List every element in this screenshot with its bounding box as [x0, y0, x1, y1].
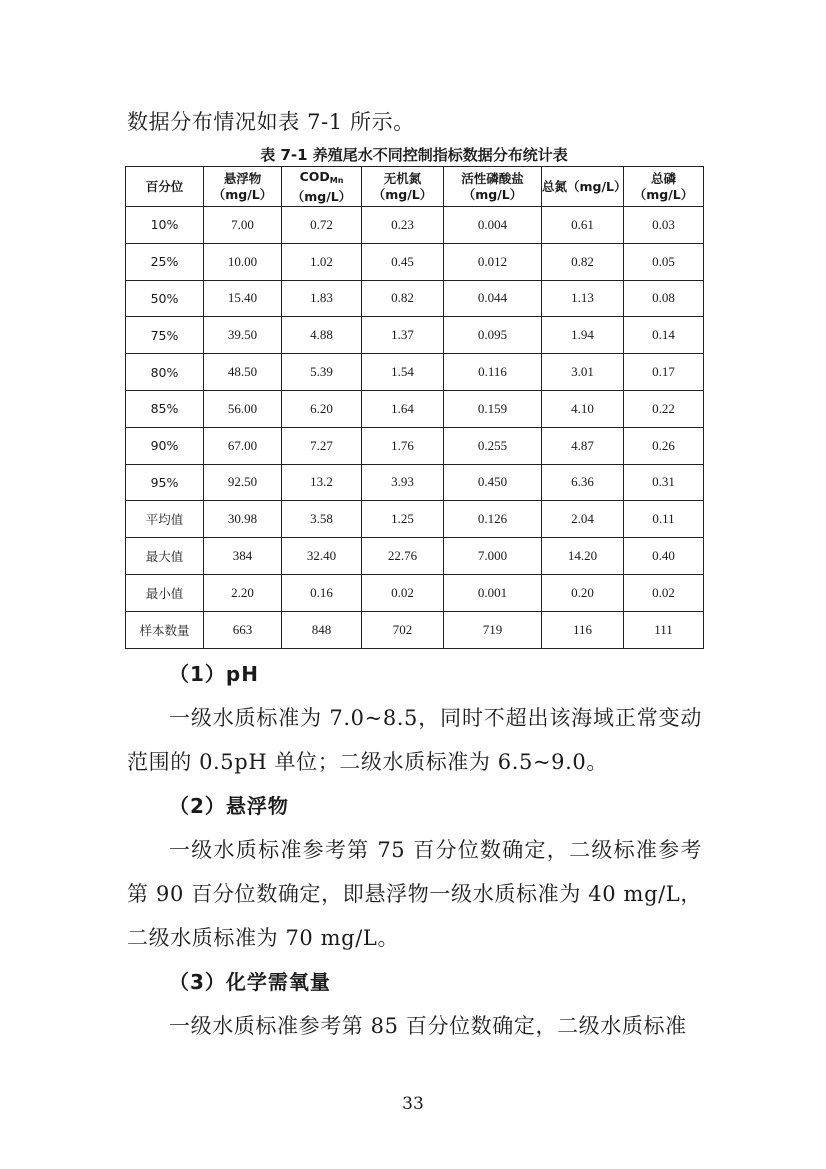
table-cell: 7.000: [444, 538, 542, 575]
statistics-table: [125, 166, 704, 649]
table-cell: 56.00: [204, 390, 282, 427]
table-cell: 4.88: [282, 317, 362, 354]
table-cell: 0.004: [444, 207, 542, 244]
table-cell: 0.03: [624, 207, 704, 244]
table-cell: 32.40: [282, 538, 362, 575]
table-cell: 7.00: [204, 207, 282, 244]
table-cell: 0.45: [362, 243, 444, 280]
section-text-suspended-solids: 一级水质标准参考第 75 百分位数确定，二级标准参考第 90 百分位数确定，即悬浮物一级水质标准为 40 mg/L，二级水质标准为 70 mg/L。: [127, 838, 702, 950]
table-row: [126, 280, 704, 317]
header-codmn: $COD_{Mn}$ （mg/L）: [282, 167, 362, 207]
row-label-cell: 25%: [126, 243, 204, 280]
table-cell: 0.40: [624, 538, 704, 575]
table-cell: 0.31: [624, 464, 704, 501]
header-total-phosphorus: 总磷 （mg/L）: [624, 167, 704, 207]
table-cell: 1.25: [362, 501, 444, 538]
table-row: [126, 354, 704, 391]
table-header: [126, 167, 704, 207]
table-cell: 0.11: [624, 501, 704, 538]
table-cell: 7.27: [282, 427, 362, 464]
table-cell: 14.20: [542, 538, 624, 575]
table-cell: 719: [444, 611, 542, 648]
row-label-cell: 平均值: [126, 501, 204, 538]
table-cell: 48.50: [204, 354, 282, 391]
header-row: [126, 167, 704, 207]
table-cell: 0.450: [444, 464, 542, 501]
table-row: [126, 207, 704, 244]
table-cell: 0.001: [444, 574, 542, 611]
table-cell: 0.23: [362, 207, 444, 244]
row-label-cell: 85%: [126, 390, 204, 427]
table-cell: 2.20: [204, 574, 282, 611]
table-cell: 1.54: [362, 354, 444, 391]
table-cell: 0.044: [444, 280, 542, 317]
table-cell: 0.012: [444, 243, 542, 280]
row-label-cell: 80%: [126, 354, 204, 391]
table-cell: 0.02: [362, 574, 444, 611]
table-cell: 4.87: [542, 427, 624, 464]
table-cell: 10.00: [204, 243, 282, 280]
table-cell: 0.126: [444, 501, 542, 538]
row-label-cell: 75%: [126, 317, 204, 354]
table-cell: 22.76: [362, 538, 444, 575]
table-cell: 1.94: [542, 317, 624, 354]
table-cell: 0.08: [624, 280, 704, 317]
table-cell: 0.14: [624, 317, 704, 354]
table-cell: 67.00: [204, 427, 282, 464]
table-cell: 1.76: [362, 427, 444, 464]
table-cell: 1.13: [542, 280, 624, 317]
table-row: [126, 317, 704, 354]
table-cell: 663: [204, 611, 282, 648]
table-cell: 0.05: [624, 243, 704, 280]
row-label-cell: 50%: [126, 280, 204, 317]
table-cell: 92.50: [204, 464, 282, 501]
table-row: [126, 243, 704, 280]
section-heading-cod: （3）化学需氧量: [169, 970, 331, 994]
table-row: [126, 611, 704, 648]
header-inorganic-nitrogen: 无机氮 （mg/L）: [362, 167, 444, 207]
row-label-cell: 95%: [126, 464, 204, 501]
table-row: [126, 538, 704, 575]
table-row: [126, 427, 704, 464]
table-body: [126, 207, 704, 649]
table-cell: 1.37: [362, 317, 444, 354]
table-cell: 0.17: [624, 354, 704, 391]
table-cell: 6.20: [282, 390, 362, 427]
header-percentile: 百分位: [126, 167, 204, 207]
table-cell: 3.93: [362, 464, 444, 501]
row-label-cell: 90%: [126, 427, 204, 464]
header-suspended-solids: 悬浮物 （mg/L）: [204, 167, 282, 207]
section-heading-ph: （1）pH: [169, 662, 259, 686]
table-cell: 0.20: [542, 574, 624, 611]
table-cell: 0.16: [282, 574, 362, 611]
intro-paragraph: 数据分布情况如表 7-1 所示。: [127, 110, 415, 134]
table-cell: 2.04: [542, 501, 624, 538]
table-cell: 848: [282, 611, 362, 648]
table-caption: 表 7-1 养殖尾水不同控制指标数据分布统计表: [260, 146, 568, 164]
header-active-phosphate: 活性磷酸盐 （mg/L）: [444, 167, 542, 207]
table-cell: 0.82: [362, 280, 444, 317]
header-total-nitrogen: 总氮（mg/L）: [542, 167, 624, 207]
table-cell: 1.64: [362, 390, 444, 427]
section-text-ph: 一级水质标准为 7.0~8.5，同时不超出该海域正常变动范围的 0.5pH 单位；二级水质标准为 6.5~9.0。: [127, 706, 702, 774]
table-cell: 0.095: [444, 317, 542, 354]
table-row: [126, 464, 704, 501]
table-cell: 30.98: [204, 501, 282, 538]
table-cell: 0.26: [624, 427, 704, 464]
row-label-cell: 10%: [126, 207, 204, 244]
table-cell: 15.40: [204, 280, 282, 317]
table-cell: 1.02: [282, 243, 362, 280]
table-cell: 0.159: [444, 390, 542, 427]
table-row: [126, 501, 704, 538]
row-label-cell: 最小值: [126, 574, 204, 611]
table-cell: 0.22: [624, 390, 704, 427]
table-cell: 702: [362, 611, 444, 648]
table-cell: 111: [624, 611, 704, 648]
row-label-cell: 样本数量: [126, 611, 204, 648]
table-row: [126, 390, 704, 427]
table-cell: 4.10: [542, 390, 624, 427]
table-cell: 0.255: [444, 427, 542, 464]
table-cell: 3.01: [542, 354, 624, 391]
table-cell: 3.58: [282, 501, 362, 538]
table-cell: 0.02: [624, 574, 704, 611]
table-cell: 5.39: [282, 354, 362, 391]
table-cell: 116: [542, 611, 624, 648]
table-cell: 0.72: [282, 207, 362, 244]
table-cell: 0.61: [542, 207, 624, 244]
section-text-cod: 一级水质标准参考第 85 百分位数确定，二级水质标准: [169, 1014, 687, 1038]
row-label-cell: 最大值: [126, 538, 204, 575]
table-cell: 0.116: [444, 354, 542, 391]
table-row: [126, 574, 704, 611]
page-number: 33: [402, 1094, 424, 1114]
table-cell: 1.83: [282, 280, 362, 317]
table-cell: 13.2: [282, 464, 362, 501]
table-cell: 384: [204, 538, 282, 575]
section-heading-suspended-solids: （2）悬浮物: [169, 794, 289, 818]
table-cell: 6.36: [542, 464, 624, 501]
table-cell: 0.82: [542, 243, 624, 280]
table-cell: 39.50: [204, 317, 282, 354]
